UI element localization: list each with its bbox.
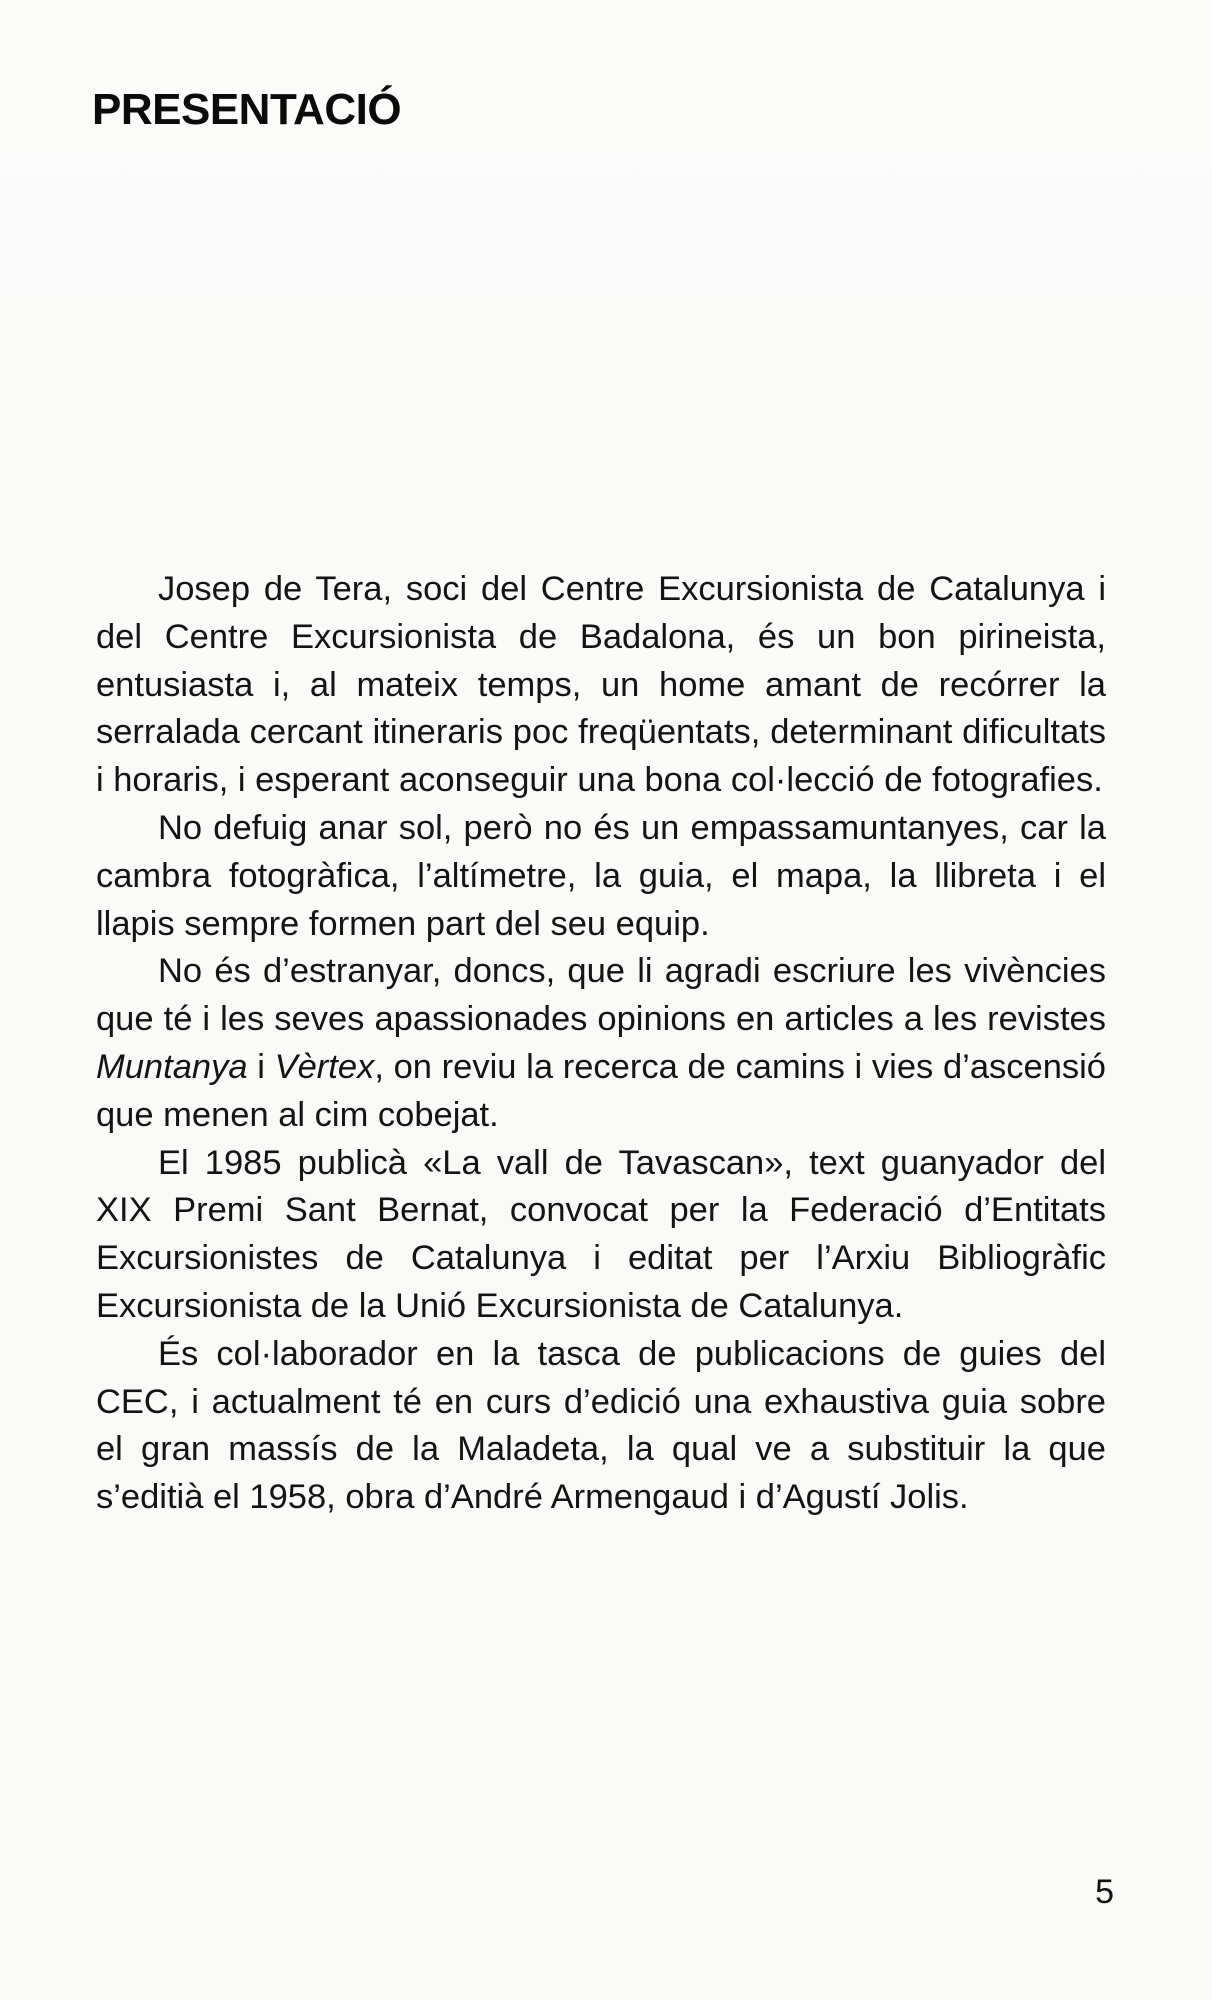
paragraph-3-text-c: , on reviu la recerca de camins i vies d’ascensió que menen al cim cobejat. — [96, 1047, 1106, 1134]
paragraph-1 — [96, 566, 1106, 805]
paragraph-3-text-a: No és d’estranyar, doncs, que li agradi escriure les vivències que té i les seves apassionades opinions en articles a les revistes — [96, 952, 1106, 1039]
paragraph-4-text: El 1985 publicà «La vall de Tavascan», text guanyador del XIX Premi Sant Bernat, convocat per la Federació d’Entitats Excursionistes de Catalunya i editat per l’Arxiu Bibliogràfic Excursionista de la Unió Excursionista de Catalunya. — [96, 1143, 1106, 1325]
magazine-muntanya: Muntanya — [96, 1047, 248, 1086]
paragraph-2-text: No defuig anar sol, però no és un empassamuntanyes, car la cambra fotogràfica, l’altímetre, la guia, el mapa, la llibreta i el llapis sempre formen part del seu equip. — [96, 808, 1106, 943]
paragraph-3-text-b: i — [247, 1047, 275, 1086]
paragraph-5-text: És col·laborador en la tasca de publicacions de guies del CEC, i actualment té en curs d’edició una exhaustiva guia sobre el gran massís de la Maladeta, la qual ve a substituir la que s’editià el 1958, obra d’André Armengaud i d’Agustí Jolis. — [96, 1334, 1106, 1517]
page-title: PRESENTACIÓ — [92, 85, 402, 134]
paragraph-3 — [96, 948, 1106, 1139]
paragraph-5 — [96, 1331, 1106, 1522]
paragraph-4 — [96, 1140, 1106, 1331]
paragraph-2 — [96, 805, 1106, 948]
magazine-vertex: Vèrtex — [274, 1047, 375, 1086]
presentation-body — [96, 566, 1106, 1522]
page-number: 5 — [1095, 1873, 1114, 1911]
paragraph-1-text: Josep de Tera, soci del Centre Excursionista de Catalunya i del Centre Excursionista de Badalona, és un bon pirineista, entusiasta i, al mateix temps, un home amant de recórrer la serralada cercant itineraris poc freqüentats, determinant dificultats i horaris, i esperant aconseguir una bona col·lecció de fotografies. — [96, 570, 1106, 800]
